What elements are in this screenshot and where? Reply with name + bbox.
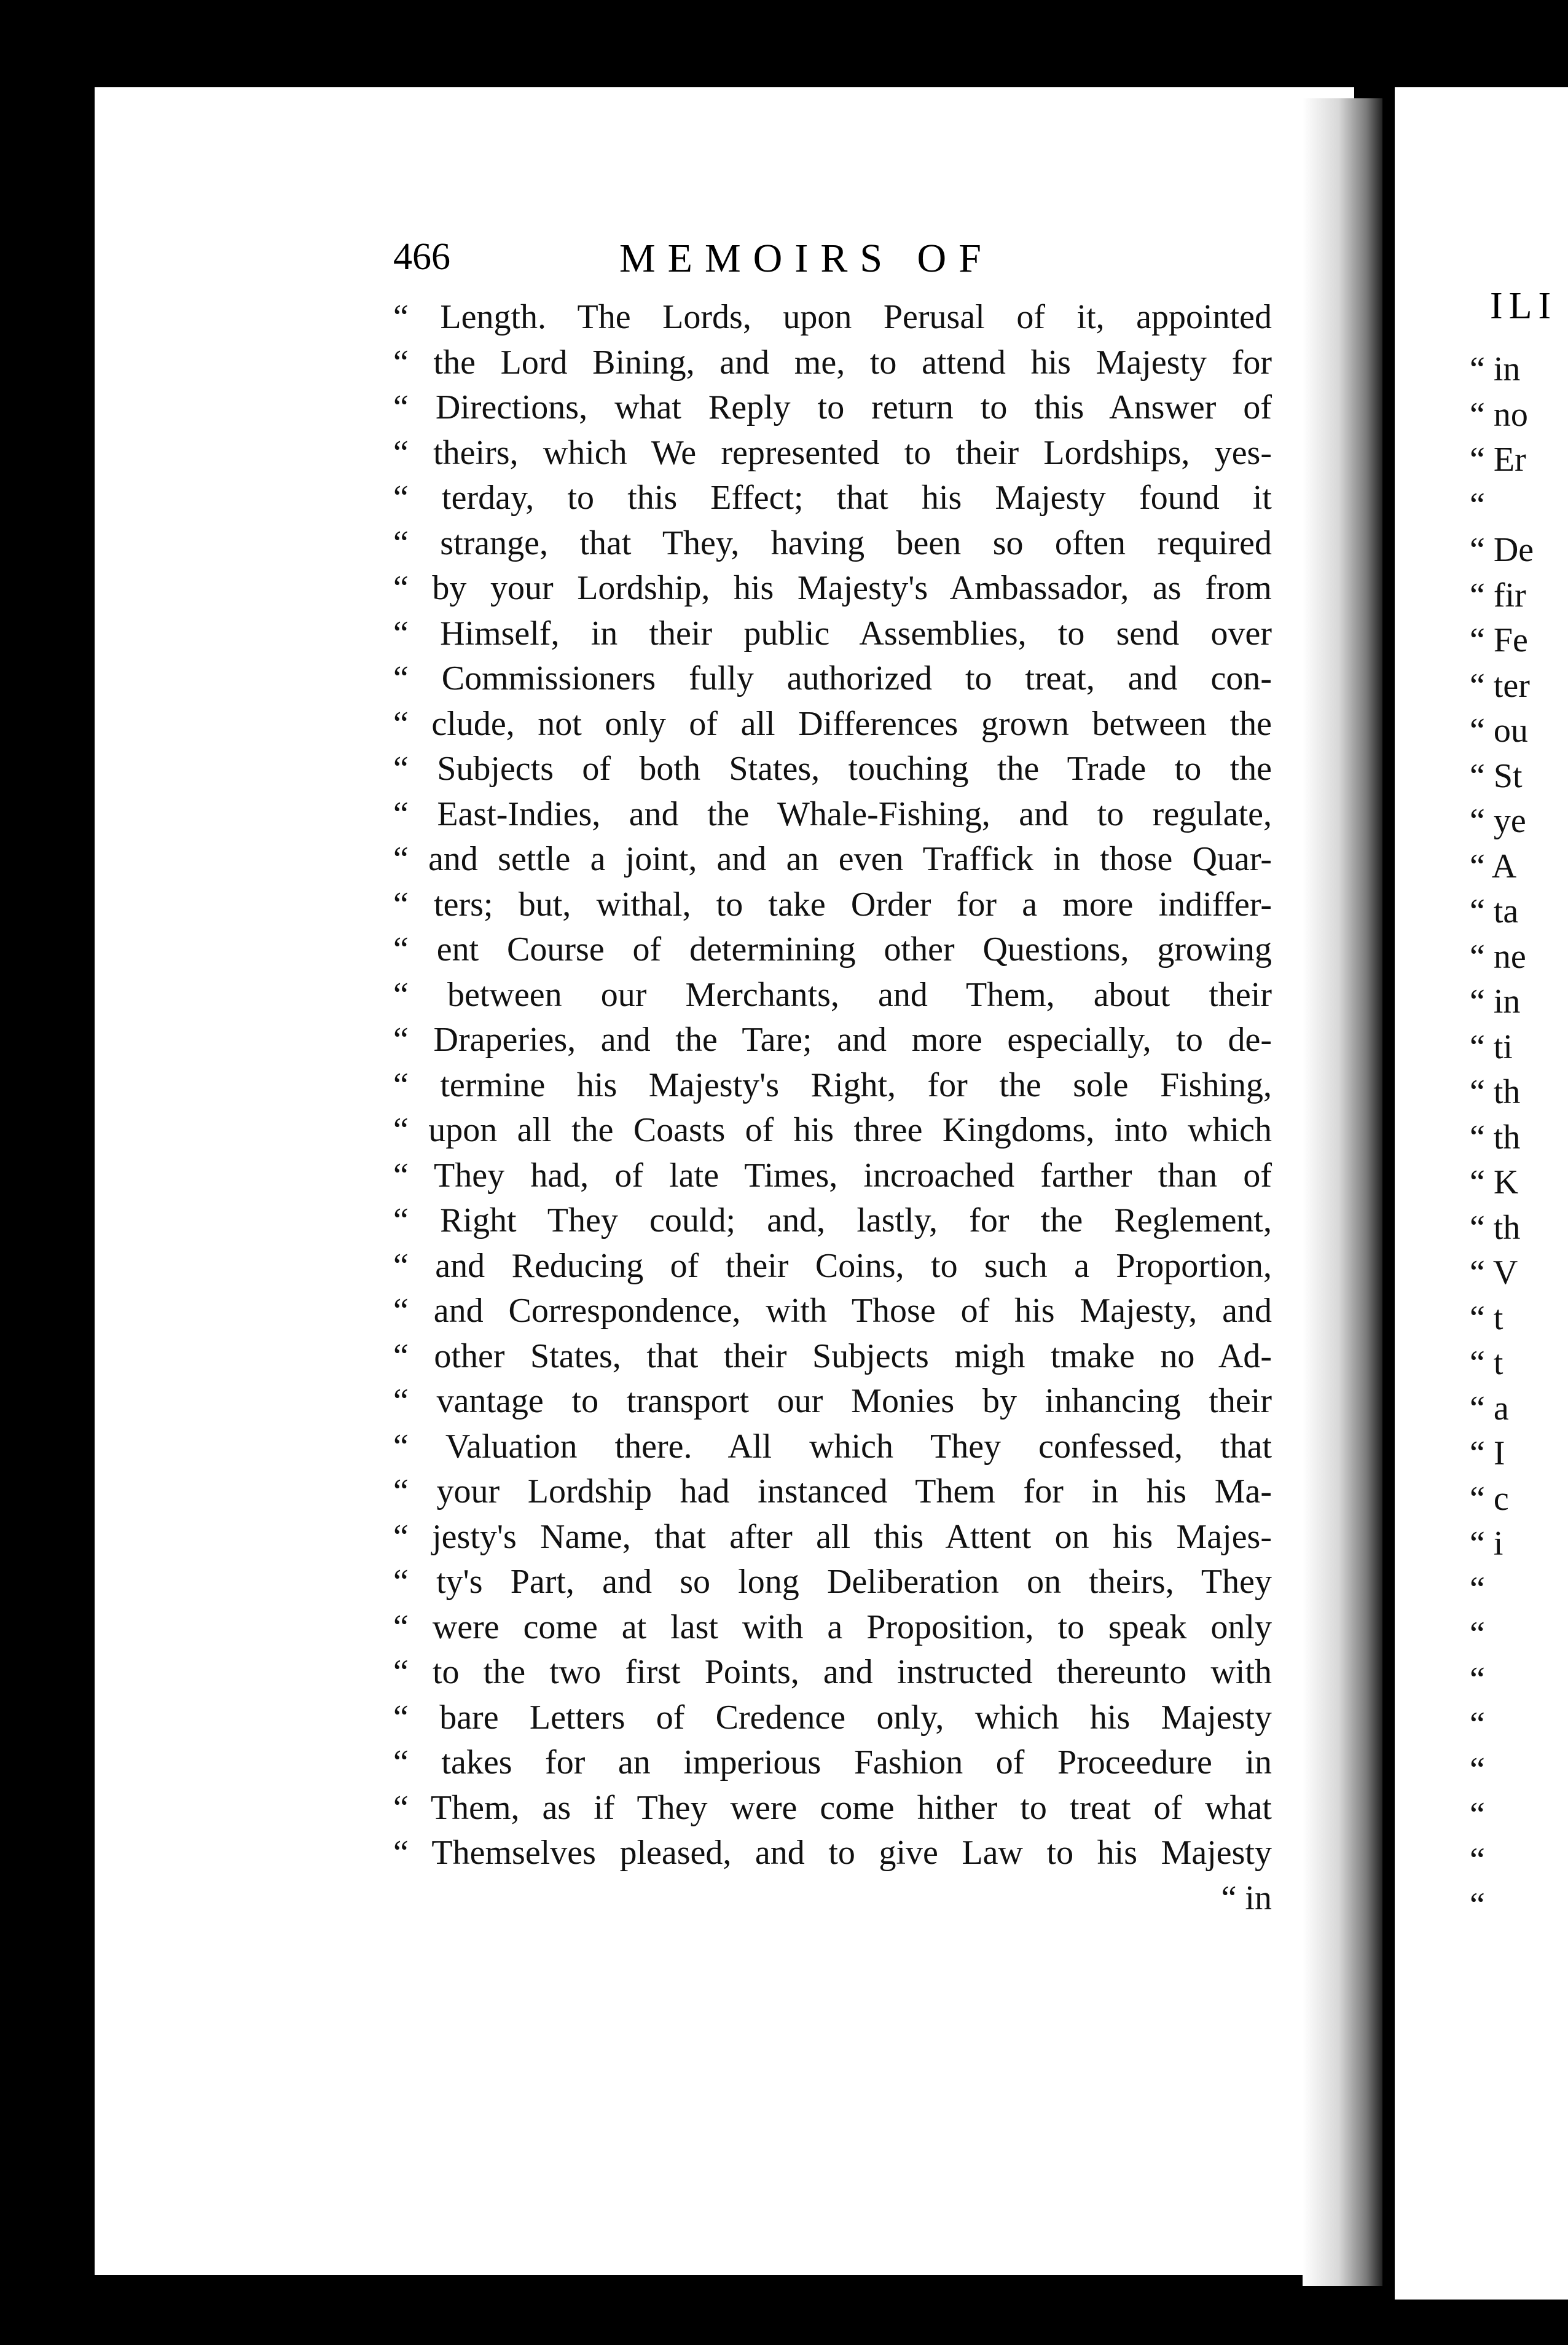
right-page-line: “ a <box>1470 1389 1509 1428</box>
right-page-line: “ Fe <box>1470 621 1528 659</box>
text-line: “ theirs, which We represented to their Lordships, yes- <box>393 433 1272 472</box>
text-line: “ ters; but, withal, to take Order for a more indiffer- <box>393 885 1272 924</box>
right-page-line: “ ou <box>1470 712 1528 750</box>
right-page-line: “ th <box>1470 1118 1521 1157</box>
right-page-line: “ th <box>1470 1208 1521 1247</box>
text-line: “ Directions, what Reply to return to this Answer of <box>393 388 1272 426</box>
text-line: “ takes for an imperious Fashion of Proceedure in <box>393 1743 1272 1781</box>
page-header <box>393 235 1303 297</box>
right-page-line: “ St <box>1470 756 1523 795</box>
text-line: “ between our Merchants, and Them, about their <box>393 975 1272 1014</box>
right-page-line: “ V <box>1470 1254 1518 1292</box>
right-page-line: “ ti <box>1470 1027 1513 1066</box>
right-page-line: “ fir <box>1470 576 1526 615</box>
book-gutter <box>1303 98 1382 2286</box>
text-line: “ They had, of late Times, incroached farther than of <box>393 1156 1272 1195</box>
text-line: “ vantage to transport our Monies by inhancing their <box>393 1382 1272 1420</box>
text-line: “ your Lordship had instanced Them for in his Ma- <box>393 1472 1272 1510</box>
text-line: “ to the two first Points, and instructed thereunto with <box>393 1653 1272 1691</box>
right-page-line: “ ter <box>1470 666 1530 705</box>
right-page-line: “ I <box>1470 1434 1505 1472</box>
right-page-line: “ <box>1470 485 1485 524</box>
right-page-column <box>1470 347 1568 1928</box>
text-line: “ the Lord Bining, and me, to attend his Majesty for <box>393 343 1272 382</box>
right-page-line: “ <box>1470 1840 1485 1879</box>
right-page-line: “ in <box>1470 350 1521 388</box>
text-line: “ strange, that They, having been so often required <box>393 524 1272 562</box>
right-page-line: “ <box>1470 1796 1485 1834</box>
right-page-line: “ <box>1470 1660 1485 1699</box>
text-line: “ Valuation there. All which They confessed, that <box>393 1427 1272 1466</box>
body-text <box>393 295 1272 1921</box>
text-line: “ bare Letters of Credence only, which his Majesty <box>393 1698 1272 1737</box>
text-line: “ upon all the Coasts of his three Kingdoms, into which <box>393 1111 1272 1149</box>
text-line: “ Themselves pleased, and to give Law to his Majesty <box>393 1834 1272 1872</box>
text-line: “ Length. The Lords, upon Perusal of it, appointed <box>393 298 1272 336</box>
right-page-line: “ <box>1470 1886 1485 1924</box>
text-line: “ ty's Part, and so long Deliberation on theirs, They <box>393 1563 1272 1601</box>
text-line: “ in <box>1221 1879 1272 1917</box>
right-page-line: “ K <box>1470 1163 1519 1201</box>
right-page-line: “ Er <box>1470 441 1526 479</box>
text-line: “ Draperies, and the Tare; and more especially, to de- <box>393 1021 1272 1059</box>
running-head: MEMOIRS OF <box>619 236 994 281</box>
text-line: “ Right They could; and, lastly, for the Reglement, <box>393 1201 1272 1239</box>
text-line: “ terday, to this Effect; that his Majesty found it <box>393 479 1272 517</box>
right-page-line: “ ne <box>1470 937 1526 976</box>
right-page-line: “ t <box>1470 1344 1503 1382</box>
right-page-header: ILI <box>1490 285 1558 327</box>
right-page-line: “ De <box>1470 531 1534 569</box>
text-line: “ jesty's Name, that after all this Attent on his Majes- <box>393 1517 1272 1556</box>
text-line: “ other States, that their Subjects migh tmake no Ad- <box>393 1337 1272 1375</box>
text-line: “ East-Indies, and the Whale-Fishing, and to regulate, <box>393 795 1272 833</box>
text-line: “ Himself, in their public Assemblies, to send over <box>393 614 1272 653</box>
text-line: “ termine his Majesty's Right, for the sole Fishing, <box>393 1066 1272 1104</box>
right-page-line: “ <box>1470 1705 1485 1743</box>
text-line: “ ent Course of determining other Questions, growing <box>393 930 1272 968</box>
right-page-line: “ <box>1470 1750 1485 1789</box>
right-page-line: “ ta <box>1470 892 1519 930</box>
right-page-line: “ th <box>1470 1073 1521 1111</box>
right-page-line: “ ye <box>1470 802 1526 840</box>
text-line: “ and settle a joint, and an even Traffick in those Quar- <box>393 840 1272 878</box>
right-page-line: “ no <box>1470 395 1528 434</box>
text-line: “ Subjects of both States, touching the Trade to the <box>393 750 1272 788</box>
right-page-line: “ <box>1470 1569 1485 1608</box>
page-number: 466 <box>393 236 450 278</box>
text-line: “ by your Lordship, his Majesty's Ambassador, as from <box>393 569 1272 607</box>
right-page-line: “ c <box>1470 1479 1509 1518</box>
text-line: “ Commissioners fully authorized to treat, and con- <box>393 659 1272 697</box>
right-page-line: “ A <box>1470 847 1517 886</box>
text-line: “ Them, as if They were come hither to treat of what <box>393 1788 1272 1827</box>
right-page-line: “ in <box>1470 983 1521 1021</box>
text-line: “ clude, not only of all Differences grown between the <box>393 704 1272 743</box>
text-line: “ and Correspondence, with Those of his Majesty, and <box>393 1292 1272 1330</box>
text-line: “ were come at last with a Proposition, to speak only <box>393 1608 1272 1646</box>
right-page-line: “ i <box>1470 1525 1503 1563</box>
right-page-line: “ <box>1470 1615 1485 1653</box>
text-line: “ and Reducing of their Coins, to such a Proportion, <box>393 1246 1272 1285</box>
right-page-line: “ t <box>1470 1298 1503 1337</box>
